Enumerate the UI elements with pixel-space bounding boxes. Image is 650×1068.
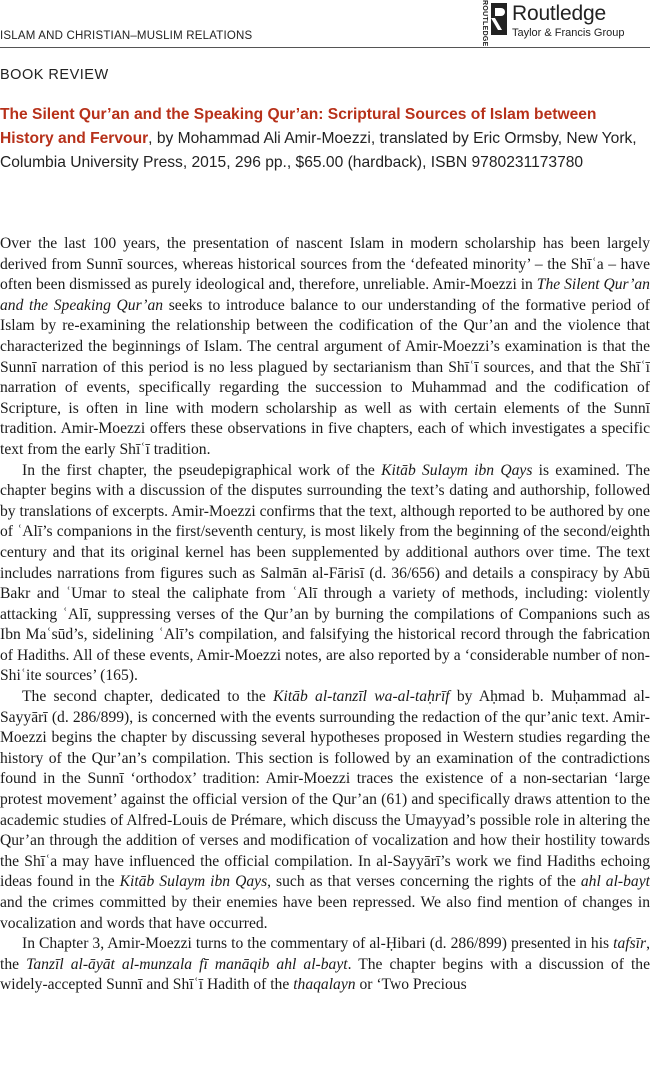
publisher-subtitle: Taylor & Francis Group [512, 27, 625, 39]
p4-text-a: In Chapter 3, Amir-Moezzi turns to the commentary of al-Ḥibari (d. 286/899) presented in his [22, 935, 614, 953]
p2-italic-1: Kitāb Sulaym ibn Qays [381, 461, 533, 479]
paragraph-4 [0, 934, 650, 996]
p4-italic-2: Tanzīl al-āyāt al-munzala fī manāqib ahl al-bayt [26, 955, 348, 973]
paragraph-3 [0, 687, 650, 934]
p3-text-d: and the crimes committed by their enemies have been repressed. We also find mention of changes in vocalization and words that have occurred. [0, 894, 650, 932]
book-citation: , by Mohammad Ali Amir-Moezzi, translated by Eric Ormsby, New York, Columbia University Press, 2015, 296 pp., $65.00 (hardback), ISBN 9780231173780 [0, 130, 637, 171]
section-label: BOOK REVIEW [0, 67, 109, 83]
p2-text-b: is examined. The chapter begins with a discussion of the disputes surrounding the text’s dating and authorship, followed by translations of excerpts. Amir-Moezzi confirms that the text, although reported to be authored by one of ʿAlī’s companions in the first/seventh century, is most likely from the beginning of the second/eighth century and that its original kernel has been supplemented by additional authors over time. The text includes narrations from figures such as Salmān al-Fārisī (d. 36/656) and details a conspiracy by Abū Bakr and ʿUmar to steal the caliphate from ʿAlī through a variety of methods, including: violently attacking ʿAlī, suppressing verses of the Qur’an by burning the compilations of Companions such as Ibn Maʿsūd’s, sidelining ʿAlī’s compilation, and falsifying the historical record through the fabrication of Hadiths. All of these events, Amir-Moezzi notes, are also reported by a ‘considerable number of non-Shiʿite sources’ (165). [0, 461, 650, 685]
p4-italic-1: tafsīr [613, 935, 647, 953]
p3-text-a: The second chapter, dedicated to the [22, 688, 274, 706]
p3-italic-1: Kitāb al-tanzīl wa-al-taḥrīf [273, 688, 450, 706]
journal-title: ISLAM AND CHRISTIAN–MUSLIM RELATIONS [0, 30, 253, 42]
p4-text-d: or ‘Two Precious [355, 976, 467, 994]
p4-text-b: , the [0, 935, 650, 973]
p3-italic-2: Kitāb Sulaym ibn Qays [119, 873, 268, 891]
p1-text-b: seeks to introduce balance to our understanding of the formative period of Islam by re-examining the relationship between the codification of the Qur’an and the violence that characterized the beginnings of Islam. The central argument of Amir-Moezzi’s examination is that the Sunnī narration of this period is no less plagued by sectarianism than Shīʿī sources, and that the Shīʿī narration of events, specifically regarding the succession to Muhammad and the codification of Scripture, is often in line with modern scholarship as well as with certain elements of the Sunnī tradition. Amir-Moezzi offers these observations in five chapters, each of which investigates a specific text from the early Shīʿī tradition. [0, 296, 650, 458]
p4-italic-3: thaqalayn [293, 976, 356, 994]
p1-text-a: Over the last 100 years, the presentation of nascent Islam in modern scholarship has been largely derived from Sunnī sources, whereas historical sources from the ‘defeated minority’ – the Shīʿa – have often been dismissed as purely ideological and, therefore, unreliable. Amir-Moezzi in [0, 235, 650, 294]
header-divider [0, 47, 650, 48]
p3-text-b: by Aḥmad b. Muḥammad al-Sayyārī (d. 286/899), is concerned with the events surrounding the redaction of the qur’anic text. Amir-Moezzi begins the chapter by discussing several hypotheses proposed in Western studies regarding the history of the Qur’an’s compilation. This section is followed by an examination of the contradictions found in the Sunnī ‘orthodox’ tradition: Amir-Moezzi traces the existence of a non-sectarian ‘large protest movement’ against the official version of the Qur’an (61) and specifically draws attention to the academic studies of Alfred-Louis de Prémare, which discuss the Umayyad’s possible role in altering the Qur’an through the addition of verses and modification of vocalization and how their hostility towards the Shīʿa may have influenced the official compilation. In al-Sayyārī’s work we find Hadiths echoing ideas found in the [0, 688, 650, 891]
p2-text-a: In the first chapter, the pseudepigraphical work of the [22, 461, 382, 479]
paragraph-2 [0, 461, 650, 688]
publisher-side-label: ROUTLEDGE [481, 0, 488, 47]
review-body [0, 234, 650, 996]
p3-text-c: , such as that verses concerning the rights of the [267, 873, 581, 891]
p4-text-c: . The chapter begins with a discussion of the widely-accepted Sunnī and Shīʿī Hadith of the [0, 955, 650, 994]
p3-italic-3: ahl al-bayt [580, 873, 650, 891]
publisher-logo[interactable] [476, 0, 636, 47]
book-title: The Silent Qur’an and the Speaking Qur’an: Scriptural Sources of Islam between History and Fervour [0, 106, 597, 147]
p1-italic-1: The Silent Qur’an and the Speaking Qur’an [0, 276, 650, 314]
routledge-logo-icon [490, 2, 508, 36]
publisher-name: Routledge [512, 2, 606, 25]
paragraph-1 [0, 234, 650, 461]
review-heading [0, 103, 650, 175]
